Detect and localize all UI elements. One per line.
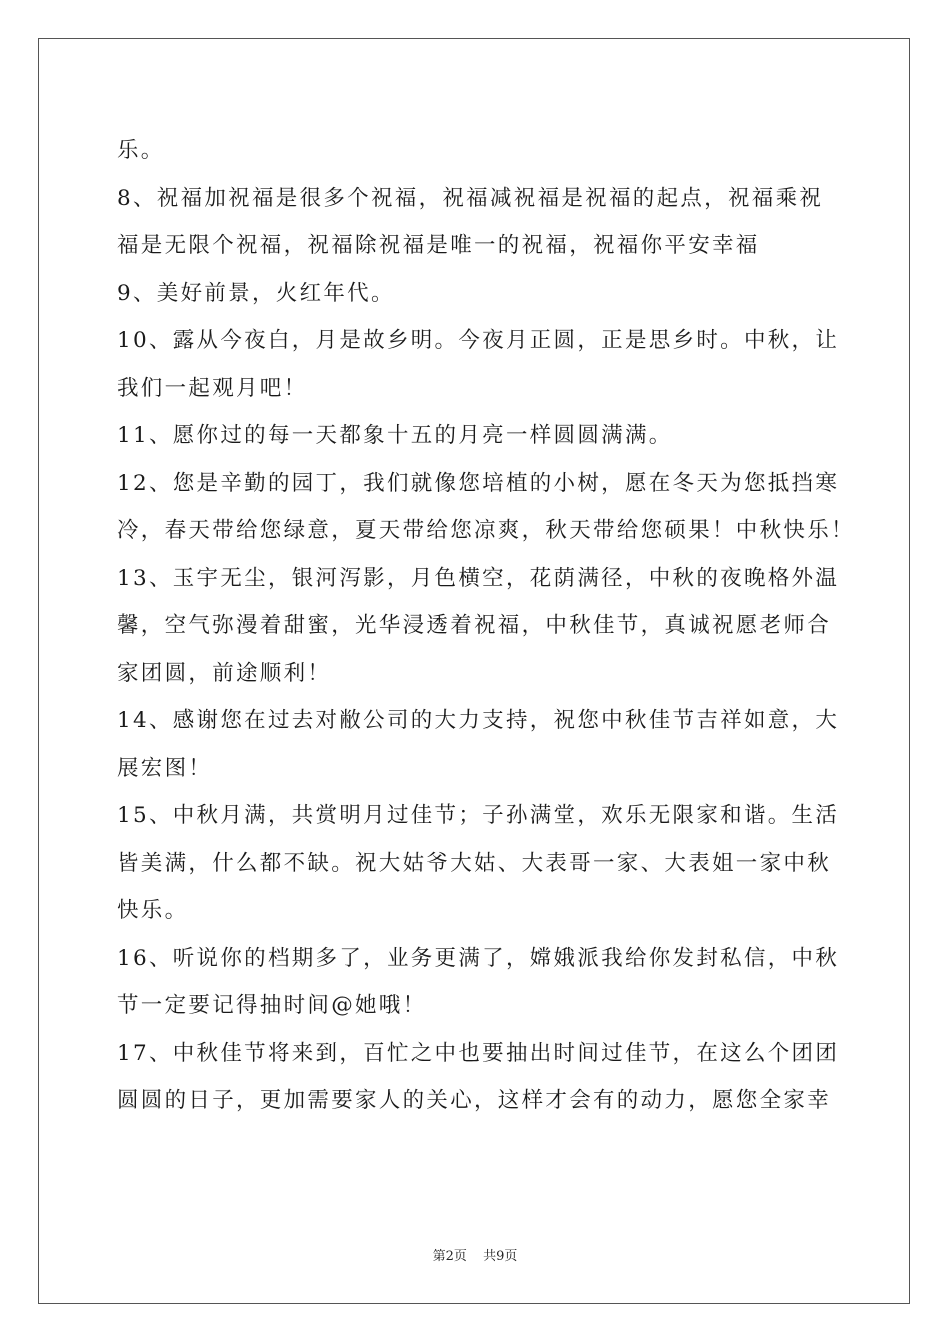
- text-line: 圆圆的日子，更加需要家人的关心，这样才会有的动力，愿您全家幸: [117, 1088, 832, 1113]
- text-line: 福是无限个祝福，祝福除祝福是唯一的祝福，祝福你平安幸福: [117, 233, 760, 258]
- text-line: 13、玉宇无尘，银河泻影，月色横空，花荫满径，中秋的夜晚格外温: [117, 565, 840, 591]
- page-number: 第2页: [432, 1249, 467, 1264]
- text-line: 17、中秋佳节将来到，百忙之中也要抽出时间过佳节，在这么个团团: [117, 1040, 840, 1066]
- text-line: 馨，空气弥漫着甜蜜，光华浸透着祝福，中秋佳节，真诚祝愿老师合: [117, 613, 832, 638]
- text-line: 12、您是辛勤的园丁，我们就像您培植的小树，愿在冬天为您抵挡寒: [117, 470, 840, 496]
- document-body: [117, 127, 855, 1125]
- text-line: 乐。: [117, 138, 165, 163]
- text-line: 10、露从今夜白，月是故乡明。今夜月正圆，正是思乡时。中秋，让: [117, 328, 840, 353]
- page-footer: [0, 1245, 950, 1264]
- text-line: 8、祝福加祝福是很多个祝福，祝福减祝福是祝福的起点，祝福乘祝: [117, 185, 824, 211]
- text-line: 家团圆，前途顺利！: [117, 660, 332, 686]
- text-line: 14、感谢您在过去对敝公司的大力支持，祝您中秋佳节吉祥如意，大: [117, 708, 840, 733]
- text-line: 冷，春天带给您绿意，夏天带给您凉爽，秋天带给您硕果！中秋快乐！: [117, 518, 855, 543]
- page-total: 共9页: [483, 1249, 518, 1264]
- text-line: 15、中秋月满，共赏明月过佳节；子孙满堂，欢乐无限家和谐。生活: [117, 803, 840, 828]
- text-line: 9、美好前景，火红年代。: [117, 280, 395, 306]
- text-line: 我们一起观月吧！: [117, 375, 308, 401]
- text-line: 皆美满，什么都不缺。祝大姑爷大姑、大表哥一家、大表姐一家中秋: [117, 850, 832, 876]
- text-line: 16、听说你的档期多了，业务更满了，嫦娥派我给你发封私信，中秋: [117, 945, 840, 971]
- text-line: 11、愿你过的每一天都象十五的月亮一样圆圆满满。: [117, 423, 673, 448]
- text-line: 展宏图！: [117, 755, 213, 781]
- text-line: 快乐。: [117, 898, 189, 923]
- text-line: 节一定要记得抽时间@她哦！: [117, 993, 427, 1018]
